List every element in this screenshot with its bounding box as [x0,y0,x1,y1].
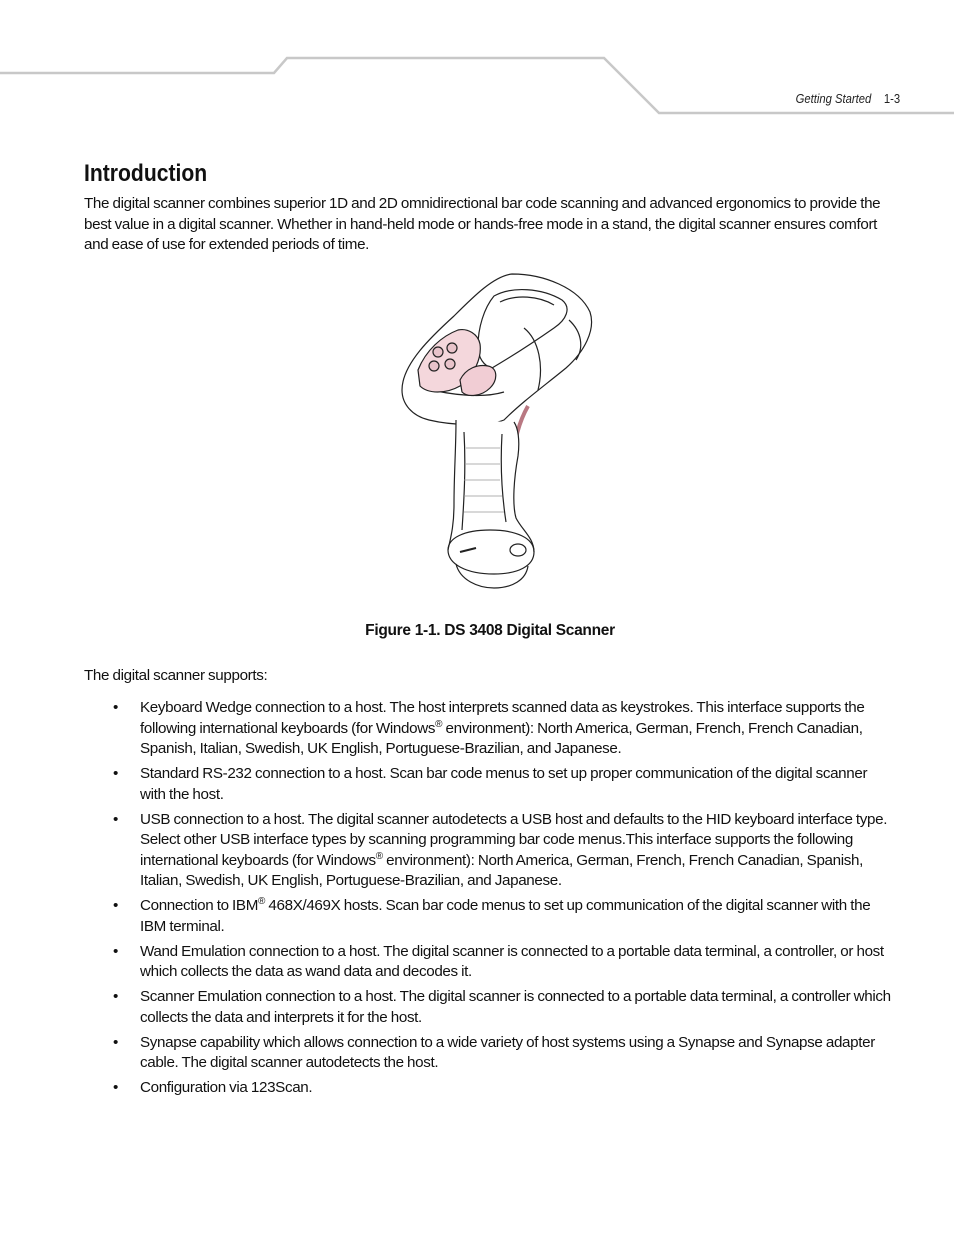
running-head [795,92,900,106]
list-item-text: Wand Emulation connection to a host. The digital scanner is connected to a portable data terminal, a controller, or host which collects the data as wand data and decodes it. [140,942,884,980]
bullet-icon: • [113,988,118,1005]
list-item-text-continued: environment): North America, German, French, French Canadian, Spanish, Italian, Swedish, UK English, Portuguese-Brazilian, and Japanese. [140,851,863,889]
list-item-text: Connection to IBM [140,897,258,914]
list-item [84,896,896,937]
list-item [84,987,896,1028]
intro-paragraph: The digital scanner combines superior 1D and 2D omnidirectional bar code scanning and advanced ergonomics to provide the best value in a digital scanner. Whether in hand-held mode or hands-free mode in a stand, the digital scanner ensures comfort and ease of use for extended periods of time. [84,195,881,253]
page-content [84,160,896,1103]
scanner-illustration-icon [394,268,604,590]
list-item-text: Synapse capability which allows connection to a wide variety of host systems using a Synapse and Synapse adapter cable. The digital scanner autodetects the host. [140,1033,875,1071]
registered-mark: ® [375,850,383,862]
bullet-icon: • [113,765,118,782]
bullet-icon: • [113,1033,118,1051]
list-item [84,942,896,983]
feature-list [84,698,896,1099]
list-item [84,698,896,760]
list-item-text: Scanner Emulation connection to a host. The digital scanner is connected to a portable data terminal, a controller which collects the data and interprets it for the host. [140,988,891,1026]
bullet-icon: • [113,810,118,828]
list-item [84,764,896,805]
supports-intro: The digital scanner supports: [84,666,268,684]
section-title: Introduction [84,160,208,187]
list-item-text: Keyboard Wedge connection to a host. The host interprets scanned data as keystrokes. This interface supports the following international keyboards (for Windows [140,699,865,737]
bullet-icon: • [113,699,118,716]
registered-mark: ® [435,718,443,730]
bullet-icon: • [113,897,118,914]
list-item [84,810,896,892]
registered-mark: ® [258,895,266,907]
figure-caption: Figure 1-1. DS 3408 Digital Scanner [365,621,615,639]
bullet-icon: • [113,942,118,960]
page-number: 1-3 [883,92,900,106]
list-item-text-continued: environment): North America, German, French, French Canadian, Spanish, Italian, Swedish, UK English, Portuguese-Brazilian, and Japanese. [140,719,863,757]
list-item-text: Standard RS-232 connection to a host. Scan bar code menus to set up proper communication of the digital scanner with the host. [140,765,868,803]
list-item [84,1078,896,1099]
running-head-section: Getting Started [795,92,872,106]
figure [84,268,896,640]
list-item-text: Configuration via 123Scan. [140,1079,313,1096]
list-item-text-continued: 468X/469X hosts. Scan bar code menus to set up communication of the digital scanner with the IBM terminal. [140,897,871,935]
bullet-icon: • [113,1079,118,1096]
list-item-text: USB connection to a host. The digital scanner autodetects a USB host and defaults to the HID keyboard interface type. Select other USB interface types by scanning programming bar code menus.This interface supports the following international keyboards (for Windows [140,810,888,869]
list-item [84,1033,896,1074]
